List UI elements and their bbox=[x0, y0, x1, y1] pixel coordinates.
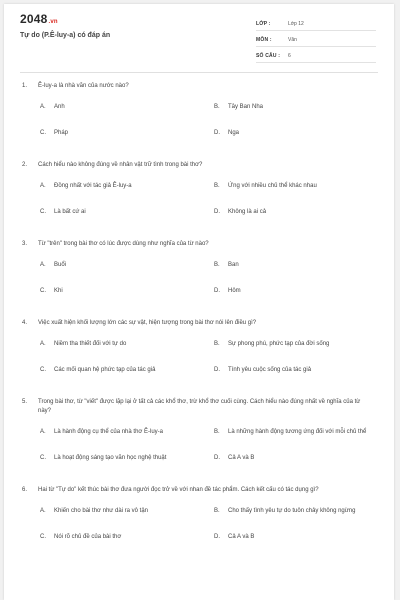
option-row bbox=[4, 334, 394, 354]
option-text: Hôm bbox=[228, 288, 241, 294]
option-letter: B. bbox=[214, 341, 220, 347]
option-text: Tính yêu cuộc sống của tác giả bbox=[228, 367, 312, 373]
option-row bbox=[4, 176, 394, 196]
meta-row-count bbox=[256, 50, 376, 63]
question-stem bbox=[4, 82, 394, 91]
option-row bbox=[4, 202, 394, 222]
question-5 bbox=[4, 398, 394, 468]
option-row bbox=[4, 97, 394, 117]
option-b[interactable] bbox=[214, 255, 374, 275]
option-d[interactable] bbox=[214, 527, 374, 547]
option-text: Khiến cho bài thơ như dài ra vô tận bbox=[54, 508, 149, 514]
option-letter: A. bbox=[40, 262, 46, 268]
option-a[interactable] bbox=[40, 422, 208, 442]
question-stem bbox=[4, 486, 394, 495]
logo-main-text: 2048 bbox=[20, 12, 48, 26]
option-row bbox=[4, 360, 394, 380]
option-row bbox=[4, 422, 394, 442]
option-text: Nga bbox=[228, 130, 240, 136]
option-letter: A. bbox=[40, 183, 46, 189]
meta-value: Văn bbox=[288, 37, 297, 43]
option-d[interactable] bbox=[214, 448, 374, 468]
question-number: 3. bbox=[22, 241, 28, 247]
option-letter: D. bbox=[214, 367, 220, 373]
option-c[interactable] bbox=[40, 448, 208, 468]
option-row bbox=[4, 527, 394, 547]
question-number: 6. bbox=[22, 487, 28, 493]
option-row bbox=[4, 281, 394, 301]
option-text: Tây Ban Nha bbox=[228, 104, 264, 110]
option-b[interactable] bbox=[214, 334, 374, 354]
option-text: Ban bbox=[228, 262, 239, 268]
option-letter: A. bbox=[40, 508, 46, 514]
question-number: 5. bbox=[22, 399, 28, 405]
option-b[interactable] bbox=[214, 97, 374, 117]
meta-value: 6 bbox=[288, 53, 291, 59]
option-letter: D. bbox=[214, 455, 220, 461]
question-text: Trong bài thơ, từ "viết" được lặp lại ở tất cả các khổ thơ, trừ khổ thơ cuối cùng. Cách hiểu nào đúng nhất về nghĩa của từ này? bbox=[38, 399, 361, 414]
question-4 bbox=[4, 319, 394, 380]
option-letter: A. bbox=[40, 104, 46, 110]
document-title: Tự do (P.Ê-luy-a) có đáp án bbox=[20, 32, 111, 39]
worksheet-page bbox=[4, 4, 394, 600]
worksheet-header bbox=[4, 4, 394, 66]
option-letter: B. bbox=[214, 262, 220, 268]
option-letter: C. bbox=[40, 130, 46, 136]
option-c[interactable] bbox=[40, 123, 208, 143]
option-text: Không là ai cả bbox=[228, 209, 267, 215]
option-letter: C. bbox=[40, 534, 46, 540]
question-stem bbox=[4, 398, 394, 416]
question-stem bbox=[4, 161, 394, 170]
option-text: Buổi bbox=[54, 262, 67, 268]
option-b[interactable] bbox=[214, 176, 374, 196]
option-text: Niềm tha thiết đối với tự do bbox=[54, 341, 127, 347]
option-letter: B. bbox=[214, 104, 220, 110]
option-letter: C. bbox=[40, 288, 46, 294]
site-logo[interactable] bbox=[20, 12, 58, 26]
option-letter: D. bbox=[214, 288, 220, 294]
meta-label: MÔN : bbox=[256, 37, 272, 43]
question-1 bbox=[4, 82, 394, 143]
meta-row-class bbox=[256, 18, 376, 31]
question-6 bbox=[4, 486, 394, 547]
question-list bbox=[4, 82, 394, 547]
question-text: Việc xuất hiện khối lượng lớn các sự vật, hiện tượng trong bài thơ nói lên điều gì? bbox=[38, 320, 257, 326]
option-c[interactable] bbox=[40, 360, 208, 380]
option-d[interactable] bbox=[214, 123, 374, 143]
question-text: Cách hiểu nào không đúng về nhân vật trữ tình trong bài thơ? bbox=[38, 162, 203, 168]
option-d[interactable] bbox=[214, 202, 374, 222]
option-a[interactable] bbox=[40, 176, 208, 196]
option-a[interactable] bbox=[40, 334, 208, 354]
question-text: Từ "trên" trong bài thơ có lúc được dùng như nghĩa của từ nào? bbox=[38, 241, 209, 247]
option-c[interactable] bbox=[40, 281, 208, 301]
logo-suffix-text: .vn bbox=[48, 19, 58, 25]
option-text: Khi bbox=[54, 288, 63, 294]
option-a[interactable] bbox=[40, 97, 208, 117]
option-text: Cả A và B bbox=[228, 455, 255, 461]
option-text: Cả A và B bbox=[228, 534, 255, 540]
option-text: Cho thấy tình yêu tự do tuôn chảy không ngừng bbox=[228, 508, 356, 514]
option-letter: A. bbox=[40, 429, 46, 435]
option-letter: B. bbox=[214, 183, 220, 189]
option-a[interactable] bbox=[40, 501, 208, 521]
option-text: Nói rõ chủ đề của bài thơ bbox=[54, 534, 122, 540]
meta-info bbox=[256, 18, 376, 66]
question-text: Hai từ "Tự do" kết thúc bài thơ đưa người đọc trở về với nhan đề tác phẩm. Cách kết cấu có tác dụng gì? bbox=[38, 487, 319, 493]
option-letter: A. bbox=[40, 341, 46, 347]
question-number: 2. bbox=[22, 162, 28, 168]
option-c[interactable] bbox=[40, 202, 208, 222]
option-letter: C. bbox=[40, 367, 46, 373]
option-a[interactable] bbox=[40, 255, 208, 275]
option-row bbox=[4, 501, 394, 521]
header-divider bbox=[20, 72, 378, 73]
question-stem bbox=[4, 319, 394, 328]
option-text: Pháp bbox=[54, 130, 69, 136]
option-d[interactable] bbox=[214, 281, 374, 301]
option-text: Các mối quan hệ phức tạp của tác giả bbox=[54, 367, 156, 373]
option-text: Đồng nhất với tác giả Ê-luy-a bbox=[54, 183, 132, 189]
meta-label: SỐ CÂU : bbox=[256, 53, 281, 59]
option-text: Là những hành động tương ứng đối với mỗi chủ thể bbox=[228, 429, 367, 435]
option-b[interactable] bbox=[214, 501, 374, 521]
option-letter: B. bbox=[214, 429, 220, 435]
option-text: Sự phong phú, phức tạp của đời sống bbox=[228, 341, 330, 347]
option-row bbox=[4, 448, 394, 468]
question-number: 1. bbox=[22, 83, 28, 89]
option-letter: D. bbox=[214, 209, 220, 215]
option-letter: D. bbox=[214, 534, 220, 540]
option-text: Anh bbox=[54, 104, 65, 110]
option-letter: D. bbox=[214, 130, 220, 136]
meta-row-subject bbox=[256, 34, 376, 47]
question-2 bbox=[4, 161, 394, 222]
option-text: Ứng với nhiều chủ thể khác nhau bbox=[228, 183, 317, 189]
option-letter: B. bbox=[214, 508, 220, 514]
option-b[interactable] bbox=[214, 422, 374, 442]
option-row bbox=[4, 255, 394, 275]
option-text: Là hoạt động sáng tạo văn học nghệ thuật bbox=[54, 455, 167, 461]
option-d[interactable] bbox=[214, 360, 374, 380]
question-number: 4. bbox=[22, 320, 28, 326]
meta-label: LỚP : bbox=[256, 21, 271, 27]
option-letter: C. bbox=[40, 455, 46, 461]
option-c[interactable] bbox=[40, 527, 208, 547]
option-text: Là bất cứ ai bbox=[54, 209, 86, 215]
option-text: Là hành động cụ thể của nhà thơ Ê-luy-a bbox=[54, 429, 164, 435]
option-letter: C. bbox=[40, 209, 46, 215]
question-3 bbox=[4, 240, 394, 301]
option-row bbox=[4, 123, 394, 143]
meta-value: Lớp 12 bbox=[288, 21, 304, 27]
question-text: Ê-luy-a là nhà văn của nước nào? bbox=[38, 83, 129, 89]
question-stem bbox=[4, 240, 394, 249]
